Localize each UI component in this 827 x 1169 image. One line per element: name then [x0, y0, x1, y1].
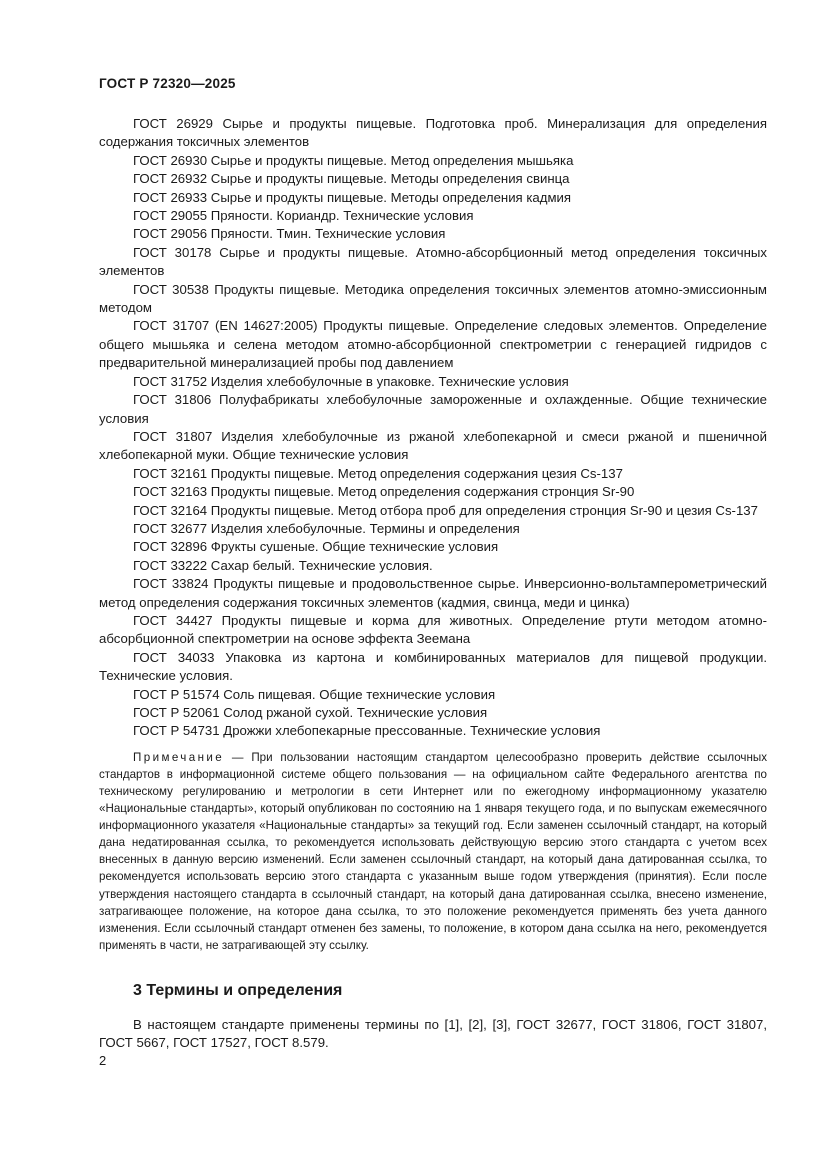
- note-text: — При пользовании настоящим стандартом целесообразно проверить действие ссылочных стандартов в информационной системе общего пользования — на официальном сайте Федерального агентства по техническому регулированию и метрологии в сети Интернет или по ежегодному информационному указателю «Национальные стандарты», который опубликован по состоянию на 1 января текущего года, и по выпускам ежемесячного информационного указателя «Национальные стандарты» за текущий год. Если заменен ссылочный стандарт, на который дана недатированная ссылка, то рекомендуется использовать действующую версию этого стандарта с учетом всех внесенных в данную версию изменений. Если заменен ссылочный стандарт, на который дана датированная ссылка, то рекомендуется использовать версию этого стандарта с указанным выше годом утверждения (принятия). Если после утверждения настоящего стандарта в ссылочный стандарт, на который дана датированная ссылка, внесено изменение, затрагивающее положение, на которое дана ссылка, то это положение рекомендуется применять без учета данного изменения. Если ссылочный стандарт отменен без замены, то положение, в котором дана ссылка на него, рекомендуется применять в части, не затрагивающей эту ссылку.: [99, 750, 767, 952]
- reference-item: ГОСТ 26933 Сырье и продукты пищевые. Методы определения кадмия: [133, 189, 572, 205]
- reference-item: ГОСТ 32677 Изделия хлебобулочные. Термины и определения: [133, 520, 520, 536]
- reference-item: ГОСТ 33824 Продукты пищевые и продовольственное сырье. Инверсионно-вольтамперометрический метод определения содержания токсичных элементов (кадмия, свинца, меди и цинка): [99, 576, 767, 610]
- reference-item: ГОСТ 29055 Пряности. Кориандр. Технические условия: [133, 208, 474, 224]
- reference-item: ГОСТ 34427 Продукты пищевые и корма для животных. Определение ртути методом атомно-абсорбционной спектрометрии на основе эффекта Зеемана: [99, 612, 767, 647]
- reference-item: ГОСТ 26929 Сырье и продукты пищевые. Подготовка проб. Минерализация для определения содержания токсичных элементов: [99, 116, 767, 150]
- reference-item: ГОСТ 30538 Продукты пищевые. Методика определения токсичных элементов атомно-эмиссионным методом: [99, 281, 767, 316]
- document-body: [99, 115, 767, 1053]
- note-label: Примечание: [133, 750, 225, 764]
- normative-references-list: [99, 115, 767, 741]
- reference-item: ГОСТ 34033 Упаковка из картона и комбинированных материалов для пищевой продукции. Технические условия.: [99, 649, 767, 684]
- reference-item: ГОСТ 31707 (EN 14627:2005) Продукты пищевые. Определение следовых элементов. Определение общего мышьяка и селена методом атомно-абсорбционной спектрометрии с генерацией гидридов с предварительной минерализацией пробы под давлением: [99, 318, 767, 371]
- reference-item: ГОСТ 32161 Продукты пищевые. Метод определения содержания цезия Cs-137: [133, 465, 623, 481]
- reference-item: ГОСТ 33222 Сахар белый. Технические условия.: [133, 557, 433, 573]
- reference-item: ГОСТ 32164 Продукты пищевые. Метод отбора проб для определения стронция Sr-90 и цезия Cs-137: [133, 502, 758, 518]
- reference-item: ГОСТ 31806 Полуфабрикаты хлебобулочные замороженные и охлажденные. Общие технические условия: [99, 392, 767, 426]
- section-paragraph: В настоящем стандарте применены термины по [1], [2], [3], ГОСТ 32677, ГОСТ 31806, ГОСТ 31807, ГОСТ 5667, ГОСТ 17527, ГОСТ 8.579.: [99, 1016, 767, 1051]
- note-paragraph: [99, 749, 767, 954]
- reference-item: ГОСТ Р 51574 Соль пищевая. Общие технические условия: [133, 686, 496, 702]
- reference-item: ГОСТ 29056 Пряности. Тмин. Технические условия: [133, 226, 446, 242]
- document-header: ГОСТ Р 72320—2025: [99, 76, 236, 91]
- reference-item: ГОСТ 30178 Сырье и продукты пищевые. Атомно-абсорбционный метод определения токсичных элементов: [99, 244, 767, 279]
- reference-item: ГОСТ 31807 Изделия хлебобулочные из ржаной хлебопекарной и смеси ржаной и пшеничной хлебопекарной муки. Общие технические условия: [99, 428, 767, 463]
- reference-item: ГОСТ 26932 Сырье и продукты пищевые. Методы определения свинца: [133, 171, 570, 187]
- reference-item: ГОСТ 26930 Сырье и продукты пищевые. Метод определения мышьяка: [133, 152, 574, 168]
- reference-item: ГОСТ 32896 Фрукты сушеные. Общие технические условия: [133, 539, 499, 555]
- reference-item: ГОСТ 31752 Изделия хлебобулочные в упаковке. Технические условия: [133, 373, 569, 389]
- reference-item: ГОСТ Р 52061 Солод ржаной сухой. Технические условия: [133, 705, 488, 720]
- reference-item: ГОСТ Р 54731 Дрожжи хлебопекарные прессованные. Технические условия: [133, 723, 601, 739]
- section-heading: 3 Термины и определения: [133, 981, 343, 999]
- reference-item: ГОСТ 32163 Продукты пищевые. Метод определения содержания стронция Sr-90: [133, 484, 635, 500]
- page-number: 2: [99, 1053, 107, 1068]
